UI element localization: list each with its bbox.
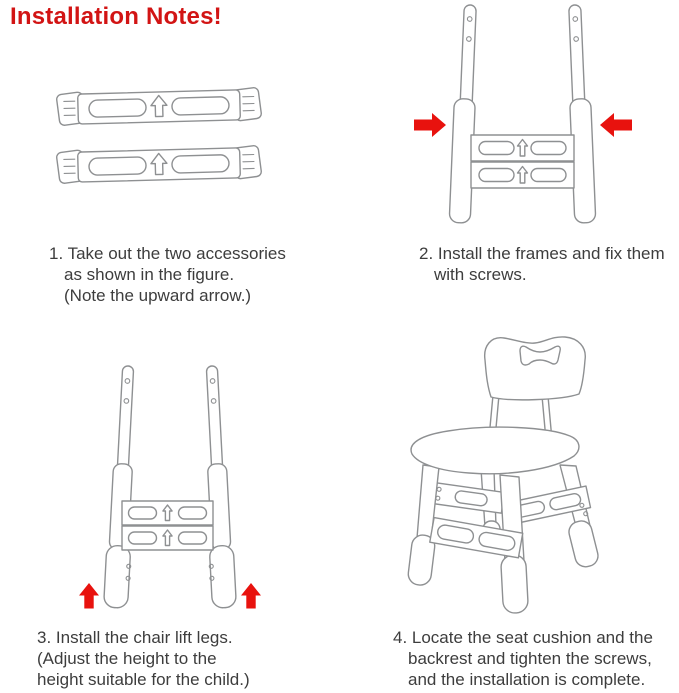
bracket-slot bbox=[531, 142, 566, 155]
crossbar-bracket bbox=[471, 135, 574, 161]
step1-figure-accessory-brackets bbox=[52, 80, 268, 192]
seat-cushion bbox=[411, 427, 579, 474]
bracket-slot bbox=[479, 142, 514, 155]
bracket-slot bbox=[89, 157, 146, 175]
step3-figure-lift-legs bbox=[73, 360, 269, 618]
bracket-slot bbox=[129, 507, 157, 519]
left-leg bbox=[449, 5, 479, 224]
caption-line: 4. Locate the seat cushion and the bbox=[393, 628, 653, 647]
caption-line: height suitable for the child.) bbox=[37, 670, 250, 689]
step1-caption bbox=[49, 243, 286, 306]
crossbar-bracket bbox=[122, 526, 213, 550]
lift-up-arrow-left-icon bbox=[79, 583, 99, 609]
bracket-slot bbox=[179, 532, 207, 544]
caption-line: and the installation is complete. bbox=[408, 670, 646, 689]
caption-line: (Adjust the height to the bbox=[37, 649, 217, 668]
front-middle-foot bbox=[500, 554, 528, 613]
crossbar-bracket bbox=[471, 162, 574, 188]
caption-line: 3. Install the chair lift legs. bbox=[37, 628, 233, 647]
caption-line: backrest and tighten the screws, bbox=[408, 649, 652, 668]
caption-line: 2. Install the frames and fix them bbox=[419, 244, 665, 263]
step3-caption bbox=[37, 627, 250, 690]
backrest bbox=[485, 337, 586, 400]
caption-line: as shown in the figure. bbox=[64, 265, 235, 284]
crossbar-bracket bbox=[122, 501, 213, 525]
step4-caption bbox=[393, 627, 653, 690]
accessory-bracket bbox=[56, 87, 262, 126]
page-title: Installation Notes! bbox=[10, 3, 222, 30]
bracket-slot bbox=[479, 169, 514, 182]
lift-up-arrow-right-icon bbox=[241, 583, 261, 609]
step4-figure-complete-chair bbox=[395, 327, 679, 619]
caption-line: (Note the upward arrow.) bbox=[64, 286, 252, 305]
accessory-bracket bbox=[56, 145, 262, 184]
bracket-slot bbox=[179, 507, 207, 519]
right-lift-leg bbox=[199, 365, 237, 608]
left-lift-leg bbox=[104, 365, 142, 608]
bracket-slot bbox=[172, 155, 229, 173]
caption-line: 1. Take out the two accessories bbox=[49, 244, 286, 263]
right-leg bbox=[566, 5, 596, 224]
step2-figure-leg-frame bbox=[398, 0, 648, 230]
bracket-slot bbox=[129, 532, 157, 544]
bracket-slot bbox=[531, 169, 566, 182]
step2-caption bbox=[419, 243, 665, 285]
caption-line: with screws. bbox=[434, 265, 527, 284]
bracket-slot bbox=[89, 99, 146, 117]
bracket-slot bbox=[172, 97, 229, 115]
push-right-arrow-icon bbox=[414, 113, 446, 137]
rear-right-foot bbox=[567, 519, 600, 569]
push-left-arrow-icon bbox=[600, 113, 632, 137]
